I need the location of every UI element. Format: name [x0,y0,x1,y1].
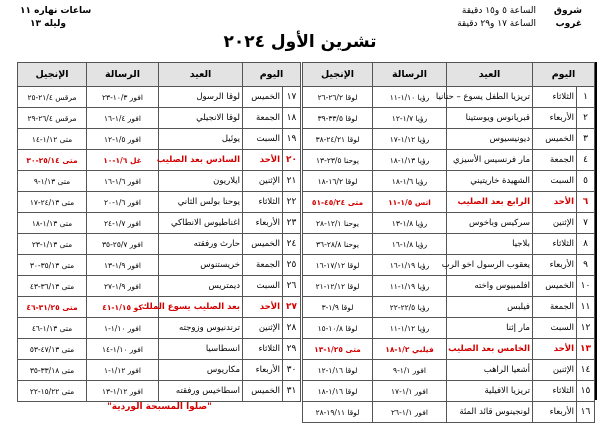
gospel-reading: متى ٣٣/١٨-٣٥ [18,360,87,381]
epistle-reading: رؤيا ١/٧-١٢ [373,108,447,129]
day-number: ١٥ [577,381,595,402]
day-number: ٢٨ [283,318,301,339]
gospel-reading: متى ١/١٢-١٤ [18,129,87,150]
feast-name: يوحنا بولس الثاني [159,192,243,213]
gospel-reading: متى ٢٤/١٣-١٧ [18,192,87,213]
rosary-note: "صلوا المسبحة الوردية" [107,402,212,412]
calendar-row [18,297,301,318]
weekday: الأربعاء [533,255,577,276]
epistle-reading: افور ١/١-٢٦ [373,402,447,423]
feast-name: انسطاسيا [159,339,243,360]
gospel-reading: لوقا ١٦/٢-١٨ [303,171,373,192]
epistle-reading: رؤيا ١/٨-١٦ [373,234,447,255]
feast-name: أشعيا الراهب [447,360,533,381]
calendar-row [18,213,301,234]
calendar-row [303,213,595,234]
gospel-reading: لوقا ٢٦/٢-٢٦ [303,87,373,108]
day-number: ١٠ [577,276,595,297]
epistle-reading: افور ١٠/٣-٢٣ [87,87,159,108]
day-number: ٢٥ [283,255,301,276]
epistle-reading: رؤيا ١/١٠-١١ [373,87,447,108]
weekday: الإثنين [533,360,577,381]
epistle-reading: فيلبي ١/٢-١٨ [373,339,447,360]
feast-name: فيلبس [447,297,533,318]
epistle-reading: رؤيا ١/١٣-١٨ [373,150,447,171]
calendar-row [303,129,595,150]
gospel-reading: لوقا ٢٤/٢١-٣٨ [303,129,373,150]
epistle-reading: غل ١/٦-١٠ [87,150,159,171]
gospel-reading: متى ٤٧/١٣-٥٣ [18,339,87,360]
weekday: الجمعة [243,108,283,129]
calendar-row [18,318,301,339]
feast-name: تريزيا الطفل يسوع – حنانيا [447,87,533,108]
weekday: الجمعة [533,150,577,171]
feast-name: اغناطيوس الانطاكي [159,213,243,234]
epistle-reading: افور ١/١-١٧ [373,381,447,402]
calendar-row [303,234,595,255]
gospel-reading: لوقا ١٢/١٢-٢١ [303,276,373,297]
weekday: الثلاثاء [243,192,283,213]
weekday: الأحد [243,150,283,171]
calendar-row [303,318,595,339]
epistle-reading: رؤيا ١/١٢-١١ [373,318,447,339]
feast-name: مار فرنسيس الأسيزي [447,150,533,171]
day-number: ١ [577,87,595,108]
calendar-left-half [18,62,301,412]
weekday: الخميس [533,276,577,297]
day-number: ٣١ [283,381,301,402]
weekday: السبت [533,171,577,192]
feast-name: افلمبيوس واخته [447,276,533,297]
calendar-table-right [302,62,595,423]
feast-name: ديمتريس [159,276,243,297]
calendar-row [303,87,595,108]
epistle-reading: رؤيا ١/٨-١٣ [373,213,447,234]
gospel-reading: متى ١/١٣-٢٣ [18,234,87,255]
epistle-reading: افور ١/٩-١٣ [87,255,159,276]
day-number: ١٩ [283,129,301,150]
calendar-row [303,276,595,297]
day-number: ٦ [577,192,595,213]
epistle-reading: كو ١/١٥-٤١ [87,297,159,318]
feast-name: يوئيل [159,129,243,150]
gospel-reading: متى ٣٥/١٣-٣٠ [18,255,87,276]
day-number: ٩ [577,255,595,276]
gospel-reading: متى ١/١٣-٩ [18,171,87,192]
feast-name: تريزيا الافيلية [447,381,533,402]
epistle-reading: رؤيا ١/١٩-١٦ [373,255,447,276]
feast-name: مكاريوس [159,360,243,381]
weekday: الخميس [243,87,283,108]
calendar-row [18,234,301,255]
day-number: ٢٧ [283,297,301,318]
weekday: الثلاثاء [533,87,577,108]
sunrise-label: شروق [553,6,582,16]
weekday: الجمعة [243,255,283,276]
epistle-reading: افور ١/٤-١٦ [87,108,159,129]
feast-name: خريستنوس [159,255,243,276]
gospel-reading: لوقا ١٠/٨-١٥ [303,318,373,339]
feast-name: لوقا الانجيلي [159,108,243,129]
calendar-right-half [303,62,597,417]
day-number: ٧ [577,213,595,234]
weekday: الخميس [243,381,283,402]
epistle-reading: افور ١/١٠-١ [87,318,159,339]
gospel-reading: لوقا ١٧/١٢-١٦ [303,255,373,276]
calendar-row [18,360,301,381]
daylight-hours: ساعات نهاره ١١ [20,6,92,16]
feast-name: حارث ورفقته [159,234,243,255]
day-number: ٢٤ [283,234,301,255]
gospel-reading: متى ٣١/٢٥-٤٦ [18,297,87,318]
calendar-row [303,402,595,423]
col-header-day: اليوم [243,63,301,87]
calendar-row [303,192,595,213]
sunset-label: غروب [555,19,582,29]
epistle-reading: افور ٢٥/٧-٣٥ [87,234,159,255]
day-number: ١٨ [283,108,301,129]
night-hours: وليله ١٣ [30,19,66,29]
gospel-reading: متى ١/١٣-١٨ [18,213,87,234]
epistle-reading: افور ١/١٢-١٣ [87,381,159,402]
feast-name: بلاجيا [447,234,533,255]
epistle-reading: رؤيا ١/١٩-١١ [373,276,447,297]
feast-name: الرابع بعد الصليب [447,192,533,213]
calendar-row [303,360,595,381]
calendar-row [303,297,595,318]
day-number: ٥ [577,171,595,192]
weekday: الإثنين [243,318,283,339]
page-title: تشرين الأول ٢٠٢٤ [223,32,377,52]
feast-name: الخامس بعد الصليب [447,339,533,360]
weekday: الأربعاء [243,213,283,234]
gospel-reading: متى ٢٥/١٤-٣٠ [18,150,87,171]
gospel-reading: يوحنا ١٢/١-٢٨ [303,213,373,234]
sunset-value: الساعة ١٧ و٢٩ دقيقة [457,19,536,29]
calendar-table-left [17,62,301,402]
gospel-reading: لوقا ١/١٦-١٢ [303,360,373,381]
gospel-reading: متى ٣٦/١٣-٤٣ [18,276,87,297]
feast-name: بعد الصليب يسوع الملك [159,297,243,318]
weekday: السبت [243,129,283,150]
gospel-reading: يوحنا ٢٨/٨-٣٦ [303,234,373,255]
col-header-day: اليوم [533,63,595,87]
day-number: ١٧ [283,87,301,108]
calendar-row [303,255,595,276]
feast-name: قبريانوس ويوستينا [447,108,533,129]
calendar-row [18,339,301,360]
calendar-row [18,171,301,192]
day-number: ٤ [577,150,595,171]
epistle-reading: اتس ١/٥-١١ [373,192,447,213]
day-number: ٢٦ [283,276,301,297]
calendar-row [303,339,595,360]
day-number: ٨ [577,234,595,255]
day-number: ٢٢ [283,192,301,213]
day-number: ١٢ [577,318,595,339]
feast-name: الشهيدة خاريتيني [447,171,533,192]
weekday: الأحد [243,297,283,318]
calendar-row [303,150,595,171]
day-number: ٢٣ [283,213,301,234]
feast-name: اسطاخيس ورفقته [159,381,243,402]
weekday: الأربعاء [533,402,577,423]
weekday: الثلاثاء [243,339,283,360]
weekday: السبت [533,318,577,339]
col-header-gospel: الإنجيل [18,63,87,87]
epistle-reading: افور ١/٧-٢٤ [87,213,159,234]
weekday: الأحد [533,192,577,213]
calendar-row [303,381,595,402]
epistle-reading: رؤيا ١/١٢-١٧ [373,129,447,150]
gospel-reading: متى ١/١٣-٤٦ [18,318,87,339]
weekday: الثلاثاء [533,381,577,402]
gospel-reading: مرقس ٢١/٤-٢٥ [18,87,87,108]
day-number: ٣ [577,129,595,150]
feast-name: لونجينوس قائد المئة [447,402,533,423]
epistle-reading: افور ١/٥-١٢ [87,129,159,150]
day-number: ١٤ [577,360,595,381]
gospel-reading: متى ١/٢٥-١٣ [303,339,373,360]
weekday: الخميس [243,234,283,255]
col-header-epistle: الرسالة [87,63,159,87]
calendar-row [18,129,301,150]
epistle-reading: افور ١/١٢-١ [87,360,159,381]
calendar-row [18,87,301,108]
weekday: السبت [243,276,283,297]
epistle-reading: افور ١/٦-٢٠ [87,192,159,213]
day-number: ٢ [577,108,595,129]
gospel-reading: لوقا ٣٣/٥-٣٩ [303,108,373,129]
col-header-feast: العيد [447,63,533,87]
epistle-reading: افور ١/٦-١٦ [87,171,159,192]
calendar-row [18,381,301,402]
weekday: الجمعة [533,297,577,318]
col-header-feast: العيد [159,63,243,87]
feast-name: يعقوب الرسول اخو الرب [447,255,533,276]
epistle-reading: افور ١/٩-٢٧ [87,276,159,297]
weekday: الإثنين [243,171,283,192]
epistle-reading: افور ١/١٠-١٤ [87,339,159,360]
day-number: ٢٠ [283,150,301,171]
gospel-reading: لوقا ١/١٦-١٨ [303,381,373,402]
epistle-reading: رؤيا ٢٢/٥-٢٢ [373,297,447,318]
weekday: الثلاثاء [533,234,577,255]
day-number: ٢٩ [283,339,301,360]
day-number: ٢١ [283,171,301,192]
col-header-epistle: الرسالة [373,63,447,87]
gospel-reading: لوقا ١٩/١١-٢٨ [303,402,373,423]
feast-name: ايلاريون [159,171,243,192]
feast-name: مار إثنا [447,318,533,339]
feast-name: ترندنيوس وزوجته [159,318,243,339]
feast-name: السادس بعد الصليب [159,150,243,171]
feast-name: لوقا الرسول [159,87,243,108]
day-number: ١٣ [577,339,595,360]
calendar-row [303,171,595,192]
gospel-reading: لوقا ١/٩-٣ [303,297,373,318]
weekday: الأربعاء [243,360,283,381]
gospel-reading: مرقس ٢٦/٤-٢٩ [18,108,87,129]
calendar-row [303,108,595,129]
day-number: ١١ [577,297,595,318]
calendar-row [18,108,301,129]
page-header [0,0,600,62]
weekday: الإثنين [533,213,577,234]
calendar-row [18,150,301,171]
epistle-reading: رؤيا ١/٦-١٨ [373,171,447,192]
calendar-row [18,276,301,297]
col-header-gospel: الإنجيل [303,63,373,87]
weekday: الأحد [533,339,577,360]
day-number: ١٦ [577,402,595,423]
gospel-reading: متى ٤٥/٢٤-٥١ [303,192,373,213]
gospel-reading: يوحنا ٢٣/٥-١٣ [303,150,373,171]
feast-name: سركيس وباخوس [447,213,533,234]
gospel-reading: متى ١٥/٢٢-٢٢ [18,381,87,402]
feast-name: ديونيسيوس [447,129,533,150]
calendar-row [18,255,301,276]
weekday: الأربعاء [533,108,577,129]
weekday: الخميس [533,129,577,150]
calendar-row [18,192,301,213]
day-number: ٣٠ [283,360,301,381]
epistle-reading: افور ١/١-٩ [373,360,447,381]
sunrise-value: الساعة ٥ و١٥ دقيقة [461,6,536,16]
